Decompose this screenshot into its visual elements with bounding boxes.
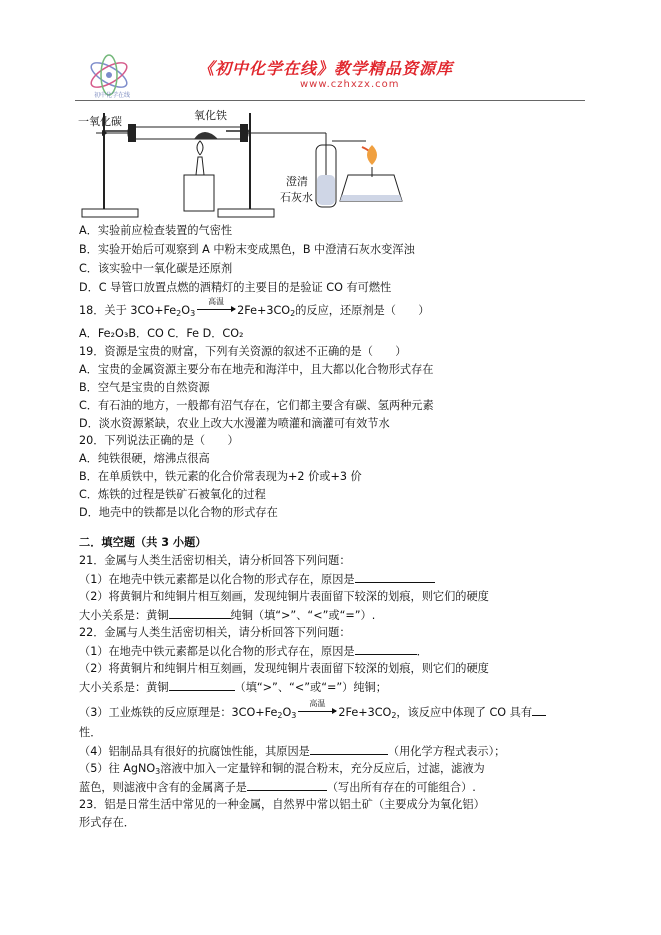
q21-part2: （2）将黄铜片和纯铜片相互刻画，发现纯铜片表面留下较深的划痕，则它们的硬度: [79, 590, 489, 603]
site-url: www.czhxzx.com: [300, 79, 400, 90]
reaction-arrow-icon: 高温: [296, 704, 338, 718]
q17-option-d: D．C 导管口放置点燃的酒精灯的主要目的是验证 CO 有可燃性: [79, 281, 392, 294]
q17-option-c: C．该实验中一氧化碳是还原剂: [79, 262, 233, 275]
q19-option-d: D．淡水资源紧缺，农业上改大水漫灌为喷灌和滴灌可有效节水: [79, 417, 390, 430]
q20-option-d: D．地壳中的铁都是以化合物的形式存在: [79, 506, 278, 519]
q22-stem: 22．金属与人类生活密切相关，请分析回答下列问题：: [79, 626, 351, 639]
q22-part5: 性．: [79, 726, 102, 739]
q20-option-c: C．炼铁的过程是铁矿石被氧化的过程: [79, 488, 266, 501]
header-divider: [75, 100, 585, 101]
answer-blank[interactable]: [355, 571, 435, 583]
q22-part3: 大小关系是：黄铜 （填“>”、“<”或“=”）纯铜；: [79, 681, 387, 694]
q17-option-a: A．实验前应检查装置的气密性: [79, 224, 233, 237]
logo-caption: 初中化学在线: [94, 92, 131, 99]
reaction-arrow-icon: 高温: [195, 302, 237, 316]
q23-line1: 23．铝是日常生活中常见的一种金属，自然界中常以铝土矿（主要成分为氧化铝）: [79, 798, 485, 811]
q17-option-b: B．实验开始后可观察到 A 中粉末变成黑色，B 中澄清石灰水变浑浊: [79, 243, 415, 256]
section-fill-in-title: 二．填空题（共 3 小题）: [79, 536, 207, 549]
co-label: 一氧化碳: [78, 115, 122, 128]
q22-part6: （4）铝制品具有很好的抗腐蚀性能，其原因是 （用化学方程式表示）；: [79, 745, 506, 758]
q18-options: A．Fe₂O₃B．CO C．Fe D．CO₂: [79, 327, 244, 340]
q22-part2: （2）将黄铜片和纯铜片相互刻画，发现纯铜片表面留下较深的划痕，则它们的硬度: [79, 662, 489, 675]
q21-stem: 21．金属与人类生活密切相关，请分析回答下列问题：: [79, 554, 351, 567]
answer-blank[interactable]: [169, 607, 231, 619]
fe2o3-label: 氧化铁: [194, 109, 227, 122]
answer-blank[interactable]: [247, 779, 327, 791]
q22-part1: （1）在地壳中铁元素都是以化合物的形式存在，原因是 ．: [79, 645, 428, 658]
q20-option-a: A．纯铁很硬，熔沸点很高: [79, 452, 210, 465]
q21-part3: 大小关系是：黄铜 纯铜（填“>”、“<”或“=”）.: [79, 609, 376, 622]
answer-blank[interactable]: [310, 743, 388, 755]
co-reduction-apparatus-figure: [76, 105, 496, 223]
page-header: [0, 0, 661, 100]
q19-option-b: B．空气是宝贵的自然资源: [79, 381, 210, 394]
q22-part8: 蓝色，则滤液中含有的金属离子是 （写出所有存在的可能组合）.: [79, 781, 476, 794]
limewater-label-1: 澄清: [286, 175, 308, 188]
answer-blank[interactable]: [169, 679, 235, 691]
q20-stem: 20．下列说法正确的是（ ）: [79, 434, 239, 447]
q22-part4: （3）工业炼铁的反应原理是：$3CO+Fe_2O_3$ 高温 $2Fe+3CO_2$，该反应中体现了 CO 具有: [79, 704, 546, 723]
q18-stem: 18．关于 $3CO+Fe_2O_3$ 高温 $2Fe+3CO_2$的反应，还原剂是（ ）: [79, 297, 430, 318]
q19-stem: 19．资源是宝贵的财富，下列有关资源的叙述不正确的是（ ）: [79, 345, 407, 358]
q21-part1: （1）在地壳中铁元素都是以化合物的形式存在，原因是: [79, 571, 435, 587]
q20-option-b: B．在单质铁中，铁元素的化合价常表现为+2 价或+3 价: [79, 470, 362, 483]
answer-blank[interactable]: [532, 704, 546, 716]
q23-line2: 形式存在．: [79, 816, 135, 829]
q22-part7: （5）往 AgNO$_3$溶液中加入一定量锌和铜的混合粉末，充分反应后，过滤，滤液为: [79, 762, 485, 776]
answer-blank[interactable]: [355, 643, 417, 655]
q19-option-c: C．有石油的地方，一般都有沼气存在，它们都主要含有碳、氢两种元素: [79, 399, 434, 412]
limewater-label-2: 石灰水: [280, 191, 313, 204]
site-brand-title: 《初中化学在线》教学精品资源库: [198, 59, 454, 78]
q19-option-a: A．宝贵的金属资源主要分布在地壳和海洋中，且大都以化合物形式存在: [79, 363, 434, 376]
